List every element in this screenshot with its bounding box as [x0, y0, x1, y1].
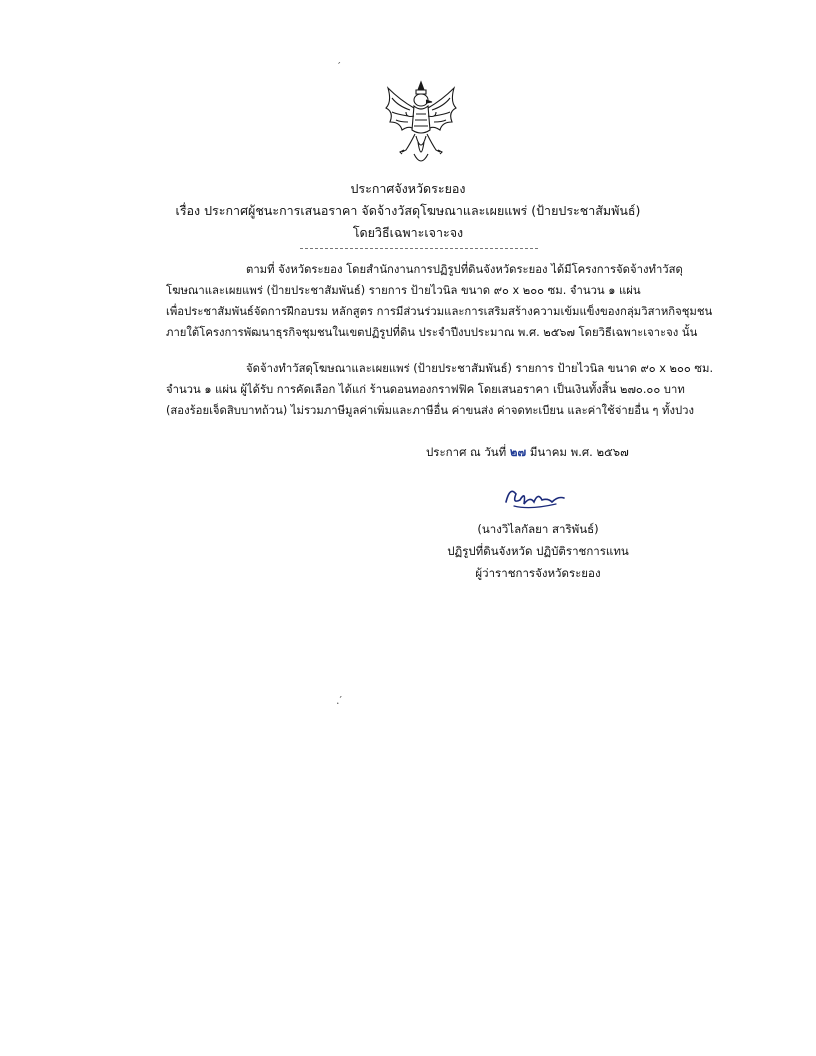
scan-mark-top: ′ — [338, 60, 341, 73]
paragraph-line: จำนวน ๑ แผ่น ผู้ได้รับ การคัดเลือก ได้แก่ ร้านดอนทองกราฟฟิค โดยเสนอราคา เป็นเงินทั้งสิ้น ๒๗๐.๐๐ บาท — [166, 383, 685, 396]
paragraph-line: ตามที่ จังหวัดระยอง โดยสำนักงานการปฏิรูปที่ดินจังหวัดระยอง ได้มีโครงการจัดจ้างทำวัสดุ — [246, 263, 683, 276]
announcement-date — [426, 444, 629, 462]
announcement-day: ๒๗ — [509, 445, 527, 459]
signatory-name: (นางวิไลกัลยา สาริพันธ์) — [477, 522, 599, 536]
paragraph-line: ภายใต้โครงการพัฒนาธุรกิจชุมชนในเขตปฏิรูปที่ดิน ประจำปีงบประมาณ พ.ศ. ๒๕๖๗ โดยวิธีเฉพาะเจาะจง นั้น — [166, 326, 698, 339]
signatory-position: ปฏิรูปที่ดินจังหวัด ปฏิบัติราชการแทน — [447, 544, 629, 558]
announcement-prefix: ประกาศ ณ วันที่ — [426, 445, 507, 459]
document-title: ประกาศจังหวัดระยอง — [350, 181, 466, 196]
paragraph-background — [166, 259, 713, 343]
signatory-title: ผู้ว่าราชการจังหวัดระยอง — [475, 566, 601, 580]
garuda-emblem-icon — [380, 78, 462, 170]
paragraph-line: โฆษณาและเผยแพร่ (ป้ายประชาสัมพันธ์) รายการ ป้ายไวนิล ขนาด ๙๐ x ๒๐๐ ซม. จำนวน ๑ แผ่น — [166, 284, 641, 297]
handwritten-signature-icon — [500, 480, 570, 514]
document-subject: เรื่อง ประกาศผู้ชนะการเสนอราคา จัดจ้างวัสดุโฆษณาและเผยแพร่ (ป้ายประชาสัมพันธ์) — [175, 203, 641, 218]
announcement-month-year: มีนาคม พ.ศ. ๒๕๖๗ — [529, 445, 629, 459]
procurement-method: โดยวิธีเฉพาะเจาะจง — [352, 225, 464, 240]
paragraph-line: (สองร้อยเจ็ดสิบบาทถ้วน) ไม่รวมภาษีมูลค่าเพิ่มและภาษีอื่น ค่าขนส่ง ค่าจดทะเบียน และค่าใช้จ่ายอื่น ๆ ทั้งปวง — [166, 404, 695, 417]
paragraph-line: เพื่อประชาสัมพันธ์จัดการฝึกอบรม หลักสูตร การมีส่วนร่วมและการเสริมสร้างความเข้มแข็งของกลุ่มวิสาหกิจชุมชน — [166, 305, 713, 318]
scan-mark-bottom: .′ — [336, 694, 342, 707]
paragraph-line: จัดจ้างทำวัสดุโฆษณาและเผยแพร่ (ป้ายประชาสัมพันธ์) รายการ ป้ายไวนิล ขนาด ๙๐ x ๒๐๐ ซม. — [246, 362, 714, 375]
header-separator — [300, 248, 538, 249]
paragraph-award — [166, 358, 714, 421]
